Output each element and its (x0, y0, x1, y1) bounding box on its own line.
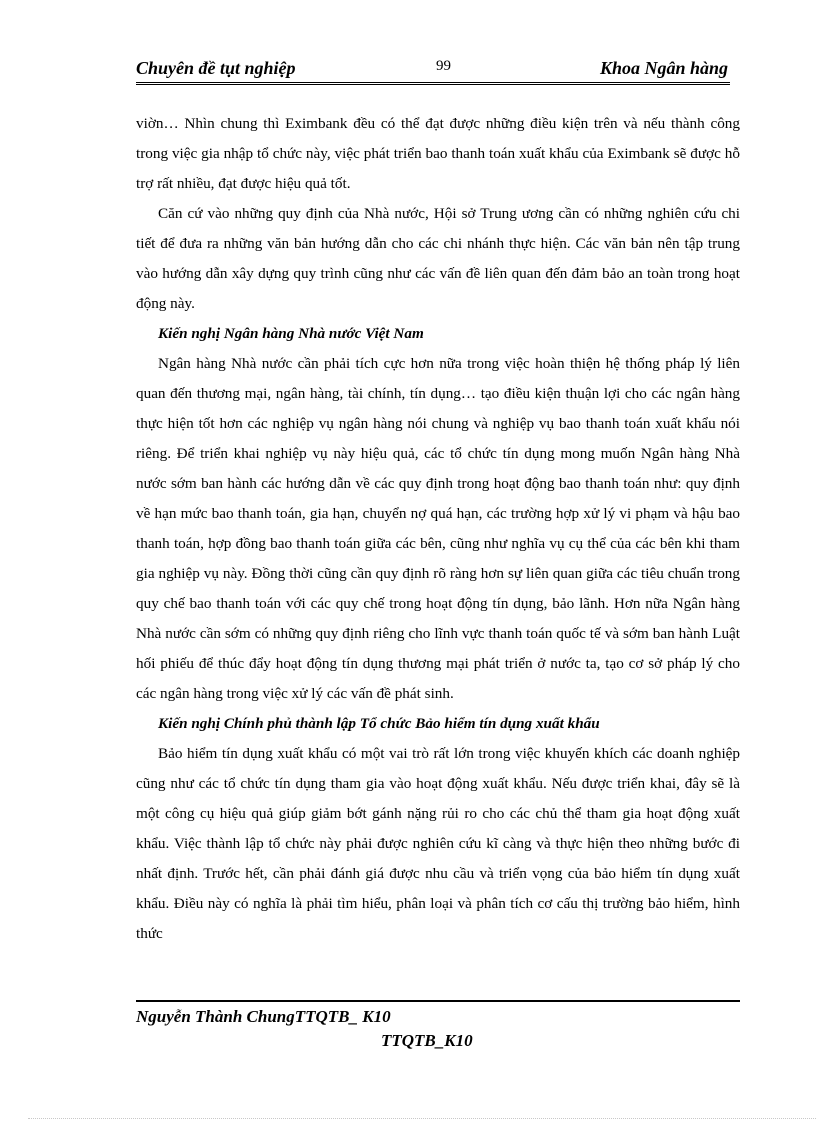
header-title-right: Khoa Ngân hàng (599, 58, 728, 78)
paragraph-2: Căn cứ vào những quy định của Nhà nước, Hội sở Trung ương cần có những nghiên cứu chi tiết để đưa ra những văn bản hướng dẫn cho các chi nhánh thực hiện. Các văn bản nên tập trung vào hướng dẫn xây dựng quy trình cũng như các vấn đề liên quan đến đảm bảo an toàn trong hoạt động này. (136, 205, 740, 312)
page-number: 99 (436, 58, 451, 74)
page-body (136, 109, 740, 949)
section-heading-export-insurance: Kiến nghị Chính phủ thành lập Tổ chức Bảo hiểm tín dụng xuất khẩu (158, 715, 600, 732)
footer-author: Nguyễn Thành ChungTTQTB_ K10 (136, 1007, 391, 1026)
footer-class: TTQTB_K10 (381, 1031, 473, 1050)
paragraph-4: Bảo hiểm tín dụng xuất khẩu có một vai trò rất lớn trong việc khuyến khích các doanh nghiệp cũng như các tổ chức tín dụng tham gia vào hoạt động xuất khẩu. Nếu được triển khai, đây sẽ là một công cụ hiệu quả giúp giảm bớt gánh nặng rủi ro cho các chủ thể tham gia hoạt động xuất khẩu. Việc thành lập tổ chức này phải được nghiên cứu kĩ càng và thực hiện theo những bước đi nhất định. Trước hết, cần phải đánh giá được nhu cầu và triển vọng của bảo hiểm tín dụng xuất khẩu. Điều này có nghĩa là phải tìm hiểu, phân loại và phân tích cơ cấu thị trường bảo hiểm, hình thức (136, 745, 740, 942)
section-heading-state-bank: Kiến nghị Ngân hàng Nhà nước Việt Nam (158, 325, 424, 342)
page-header (136, 52, 730, 85)
paragraph-1: viờn… Nhìn chung thì Eximbank đều có thể đạt được những điều kiện trên và nếu thành công trong việc gia nhập tổ chức này, việc phát triển bao thanh toán xuất khẩu của Eximbank sẽ được hỗ trợ rất nhiều, đạt được hiệu quả tốt. (136, 115, 740, 192)
paragraph-3: Ngân hàng Nhà nước cần phải tích cực hơn nữa trong việc hoàn thiện hệ thống pháp lý liên quan đến thương mại, ngân hàng, tài chính, tín dụng… tạo điều kiện thuận lợi cho các ngân hàng thực hiện tốt hơn các nghiệp vụ ngân hàng nói chung và nghiệp vụ bao thanh toán xuất khẩu nói riêng. Để triển khai nghiệp vụ này hiệu quả, các tổ chức tín dụng mong muốn Ngân hàng Nhà nước sớm ban hành các hướng dẫn về các quy định trong hoạt động bao thanh toán như: quy định về hạn mức bao thanh toán, gia hạn, chuyển nợ quá hạn, các trường hợp xử lý vi phạm và hậu bao thanh toán, hợp đồng bao thanh toán giữa các bên, cũng như nghĩa vụ cụ thể của các bên khi tham gia nghiệp vụ này. Đồng thời cũng cần quy định rõ ràng hơn sự liên quan giữa các tiêu chuẩn trong quy chế bao thanh toán với các quy chế trong hoạt động tín dụng, bảo lãnh. Hơn nữa Ngân hàng Nhà nước cần sớm có những quy định riêng cho lĩnh vực thanh toán quốc tế và sớm ban hành Luật hối phiếu để thúc đẩy hoạt động tín dụng thương mại phát triển ở nước ta, tạo cơ sở pháp lý cho các ngân hàng trong việc xử lý các vấn đề phát sinh. (136, 355, 740, 702)
page-footer (136, 1000, 740, 1053)
page-edge-divider (28, 1118, 816, 1119)
header-title-left: Chuyên đề tụt nghiệp (136, 58, 296, 78)
